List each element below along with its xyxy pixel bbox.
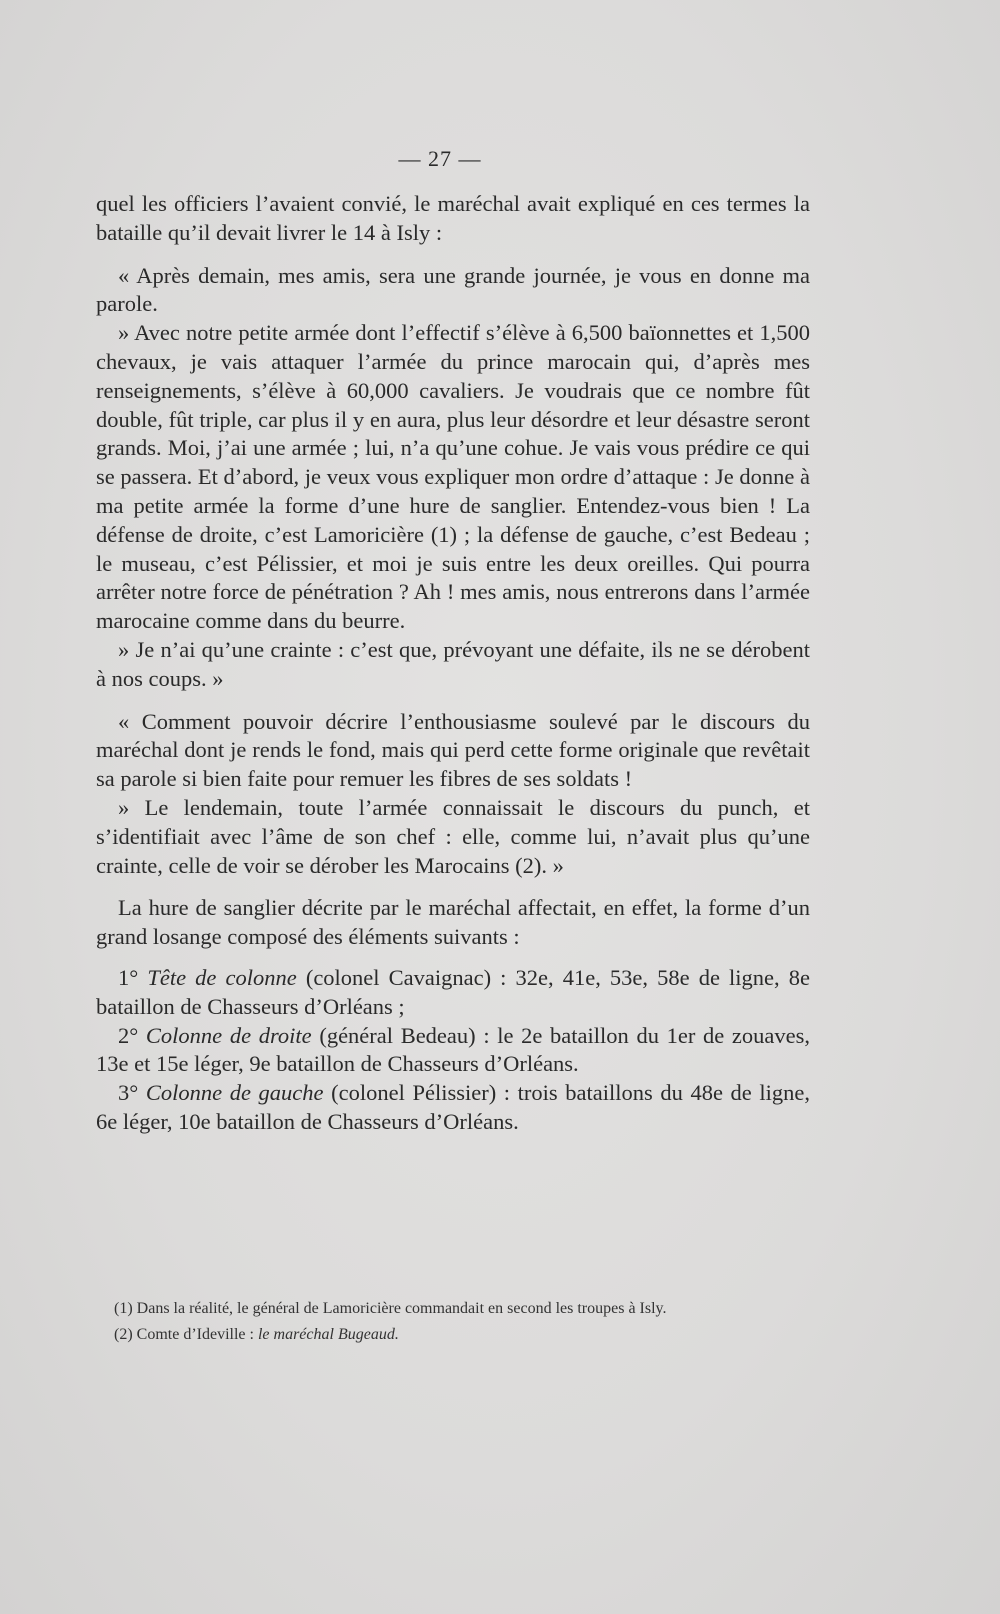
paragraph: » Je n’ai qu’une crainte : c’est que, prévoyant une défaite, ils ne se dérobent à nos coups. » <box>96 636 810 691</box>
footnote-text: (2) Comte d’Ideville : <box>114 1326 254 1343</box>
list-item-label: Colonne de gauche <box>145 1080 324 1106</box>
paragraph: » Avec notre petite armée dont l’effectif s’élève à 6,500 baïonnettes et 1,500 chevaux, je vais attaquer l’armée du prince marocain qui, d’après mes renseignements, s’élève à 60,000 cavaliers. Je voudrais que ce nombre fût double, fût triple, car plus il y en aura, plus leur désordre et leur désastre seront grands. Moi, j’ai une armée ; lui, n’a qu’une cohue. Je vais vous prédire ce qui se passera. Et d’abord, je veux vous expliquer mon ordre d’attaque : Je donne à ma petite armée la forme d’une hure de sanglier. Entendez-vous bien ! La défense de droite, c’est Lamoricière (1) ; la défense de gauche, c’est Bedeau ; le museau, c’est Pélissier, et moi je suis entre les deux oreilles. Qui pourra arrêter notre force de pénétration ? Ah ! mes amis, nous entrerons dans l’armée marocaine comme dans du beurre. <box>96 320 810 634</box>
list-item <box>96 1022 810 1080</box>
list-item <box>96 964 810 1022</box>
list-item-text: (colonel Pélissier) : trois bataillons du 48e de ligne, 6e léger, 10e bataillon de Chasseurs d’Orléans. <box>96 1080 811 1134</box>
main-text <box>96 190 810 1137</box>
page-number: — 27 — <box>398 146 482 171</box>
list-item-number: 3° <box>118 1080 139 1106</box>
footnote-title: le maréchal Bugeaud. <box>257 1326 399 1343</box>
footnote-2 <box>96 1322 810 1348</box>
paragraph: » Le lendemain, toute l’armée connaissait le discours du punch, et s’identifiait avec l’âme de son chef : elle, comme lui, n’avait plus qu’une crainte, celle de voir se dérober les Marocains (2). » <box>96 794 810 878</box>
list-item-label: Tête de colonne <box>147 964 297 990</box>
list-item <box>96 1079 810 1137</box>
list-item-number: 2° <box>118 1022 139 1048</box>
list-item-text: (colonel Cavaignac) : 32e, 41e, 53e, 58e de ligne, 8e bataillon de Chasseurs d’Orléans ; <box>96 964 810 1019</box>
paragraph: La hure de sanglier décrite par le maréchal affectait, en effet, la forme d’un grand losange composé des éléments suivants : <box>96 895 810 950</box>
paragraph: « Comment pouvoir décrire l’enthousiasme soulevé par le discours du maréchal dont je rends le fond, mais qui perd cette forme originale que revêtait sa parole si bien faite pour remuer les fibres de ses soldats ! <box>96 708 810 792</box>
list-item-text: (général Bedeau) : le 2e bataillon du 1er de zouaves, 13e et 15e léger, 9e bataillon de Chasseurs d’Orléans. <box>96 1022 810 1077</box>
footnote-1: (1) Dans la réalité, le général de Lamoricière commandait en second les troupes à Isly. <box>114 1300 667 1317</box>
footnotes <box>96 1296 810 1348</box>
list-item-label: Colonne de droite <box>145 1022 312 1048</box>
paragraph: « Après demain, mes amis, sera une grande journée, je vous en donne ma parole. <box>96 262 810 317</box>
list-item-number: 1° <box>118 964 139 990</box>
paragraph: quel les officiers l’avaient convié, le maréchal avait expliqué en ces termes la bataille qu’il devait livrer le 14 à Isly : <box>96 191 810 245</box>
